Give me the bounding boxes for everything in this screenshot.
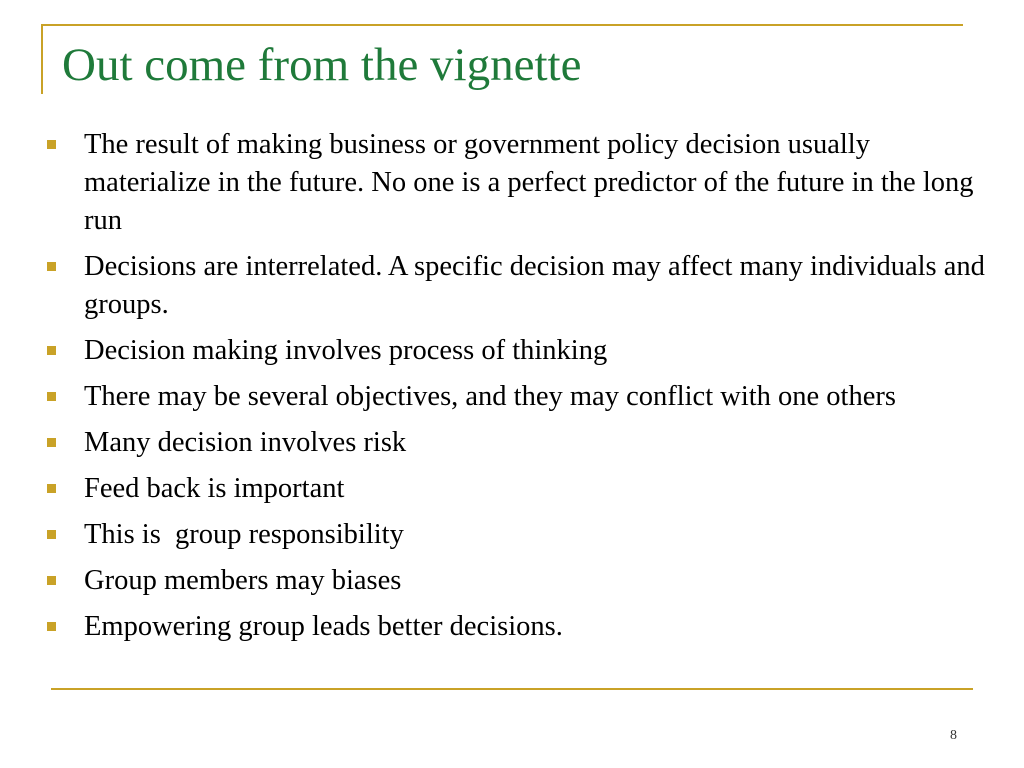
- bullet-text: There may be several objectives, and they may conflict with one others: [84, 381, 896, 412]
- bullet-text: Many decision involves risk: [84, 427, 407, 458]
- square-bullet-icon: [47, 622, 56, 631]
- square-bullet-icon: [47, 346, 56, 355]
- square-bullet-icon: [47, 576, 56, 585]
- bullet-text: Decision making involves process of thinking: [84, 335, 608, 366]
- bullet-item: [46, 126, 996, 240]
- bullet-item: [46, 608, 996, 646]
- bullet-text: Decisions are interrelated. A specific decision may affect many individuals and groups.: [84, 251, 985, 320]
- bullet-text: Empowering group leads better decisions.: [84, 611, 563, 642]
- bottom-divider: [51, 688, 973, 690]
- page-number: 8: [950, 728, 957, 743]
- bullet-item: [46, 378, 996, 416]
- bullet-text: Feed back is important: [84, 473, 345, 504]
- square-bullet-icon: [47, 530, 56, 539]
- bullet-item: [46, 562, 996, 600]
- bullet-item: [46, 470, 996, 508]
- title-left-divider: [41, 24, 43, 94]
- square-bullet-icon: [47, 392, 56, 401]
- square-bullet-icon: [47, 484, 56, 493]
- bullet-item: [46, 424, 996, 462]
- bullet-text: Group members may biases: [84, 565, 402, 596]
- slide-title: Out come from the vignette: [62, 39, 582, 91]
- bullet-text: This is group responsibility: [84, 519, 404, 550]
- top-divider: [41, 24, 963, 26]
- bullet-item: [46, 248, 996, 324]
- bullet-item: [46, 332, 996, 370]
- bullet-list: [46, 126, 996, 654]
- bullet-item: [46, 516, 996, 554]
- square-bullet-icon: [47, 438, 56, 447]
- bullet-text: The result of making business or government policy decision usually materialize in the future. No one is a perfect predictor of the future in the long run: [84, 129, 974, 236]
- square-bullet-icon: [47, 140, 56, 149]
- square-bullet-icon: [47, 262, 56, 271]
